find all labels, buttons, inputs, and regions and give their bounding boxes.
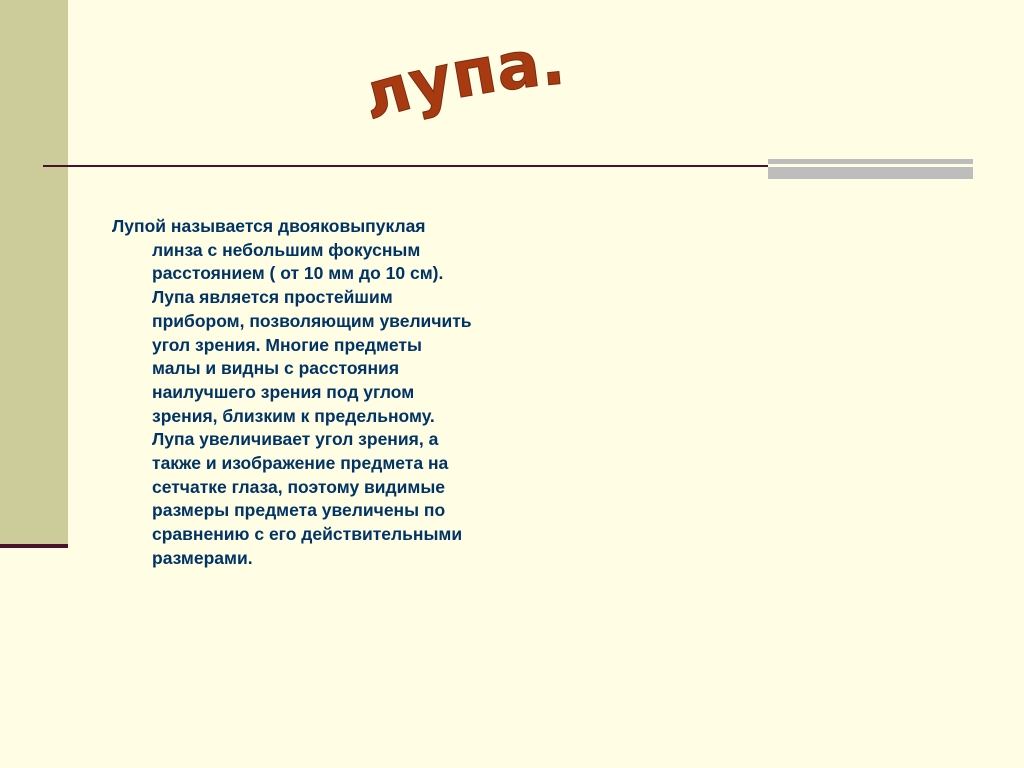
slide-title-textpath: лупа. [354, 25, 568, 136]
slide-title-text [354, 25, 568, 135]
body-line: также и изображение предмета на [152, 453, 449, 474]
body-line: расстоянием ( от 10 мм до 10 см). [152, 263, 444, 284]
body-line: линза с небольшим фокусным [152, 239, 421, 260]
body-line: Лупой называется двояковыпуклая [112, 216, 426, 236]
body-line: малы и видны с расстояния [152, 358, 400, 379]
body-paragraph [112, 215, 532, 571]
slide-title [330, 25, 660, 136]
gray-decor-bar [768, 159, 973, 179]
body-line: размеры предмета увеличены по [152, 500, 446, 521]
body-line: зрения, близким к предельному. [152, 405, 435, 426]
body-line: Лупа является простейшим [152, 287, 393, 308]
body-line: Лупа увеличивает угол зрения, а [152, 429, 439, 450]
body-line: прибором, позволяющим увеличить [152, 310, 472, 331]
body-line: угол зрения. Многие предметы [152, 334, 422, 355]
left-decor-bar [0, 0, 68, 545]
slide-title-art [330, 25, 660, 136]
body-line: сравнению с его действительными [152, 524, 463, 545]
body-line: наилучшего зрения под углом [152, 381, 415, 402]
body-line: размерами. [152, 547, 253, 568]
left-decor-underline [0, 544, 68, 548]
body-line: сетчатке глаза, поэтому видимые [152, 476, 446, 497]
